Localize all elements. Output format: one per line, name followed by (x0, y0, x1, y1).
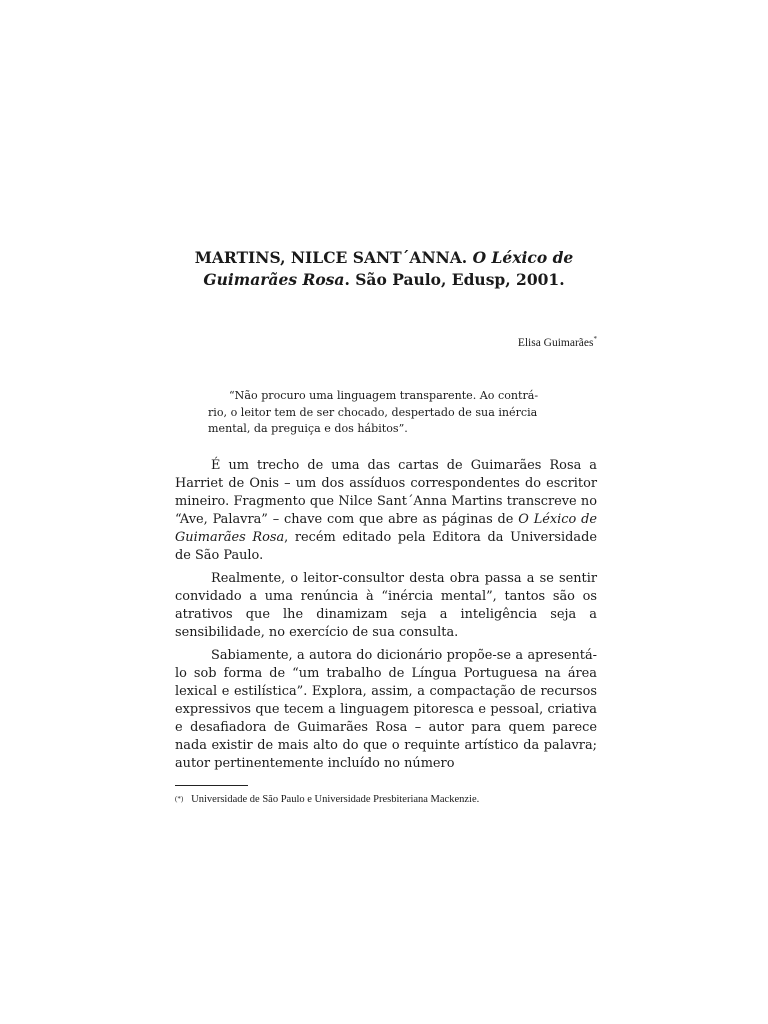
footnote-mark: (*) (175, 795, 184, 803)
body-paragraph-1 (175, 457, 597, 565)
title-author-work: MARTINS, NILCE SANT´ANNA. (194, 248, 468, 267)
body-book-title: O Léxico de Guimarães Rosa (175, 512, 597, 545)
epigraph-line: “Não procuro uma linguagem transparente. Ao contrá- (229, 389, 539, 402)
author-name: Elisa Guimarães (517, 336, 594, 349)
review-body (175, 457, 597, 778)
body-paragraph-1-tail: , recém editado pela Editora da Universidade de São Paulo. (175, 530, 597, 563)
title-book-italic-2: Guimarães Rosa (203, 270, 345, 289)
author-footnote-mark: * (593, 335, 597, 343)
review-title (160, 247, 608, 291)
body-paragraph-1-text: É um trecho de uma das cartas de Guimarães Rosa a Harriet de Onis – um dos assíduos correspondentes do escritor mineiro. Fragmento que Nilce Sant´Anna Martins transcreve no “Ave, Palavra” – chave com que abre as páginas de (175, 458, 597, 527)
epigraph-line: mental, da preguiça e dos hábitos”. (208, 422, 408, 435)
body-paragraph-2: Realmente, o leitor-consultor desta obra passa a se sentir convidado a uma renúncia à “inércia mental”, tantos são os atrativos que lhe dinamizam seja a inteligência seja a sensibilidade, no exercício de sua consulta. (175, 571, 597, 640)
title-publication-info: . São Paulo, Edusp, 2001. (344, 270, 565, 289)
title-book-italic-1: O Léxico de (472, 248, 574, 267)
footnote-divider (175, 785, 248, 786)
footnote-text: Universidade de São Paulo e Universidade Presbiteriana Mackenzie. (191, 794, 480, 805)
review-author (518, 332, 597, 350)
epigraph-line: rio, o leitor tem de ser chocado, despertado de sua inércia (208, 405, 538, 419)
footnote (175, 793, 605, 806)
body-paragraph-3: Sabiamente, a autora do dicionário propõe-se a apresentá-lo sob forma de “um trabalho de Língua Portuguesa na área lexical e estilística”. Explora, assim, a compactação de recursos expressivos que tecem a linguagem pitoresca e pessoal, criativa e desafiadora de Guimarães Rosa – autor para quem parece nada existir de mais alto do que o requinte artístico da palavra; autor pertinentemente incluído no número (175, 648, 597, 771)
epigraph (208, 388, 568, 438)
